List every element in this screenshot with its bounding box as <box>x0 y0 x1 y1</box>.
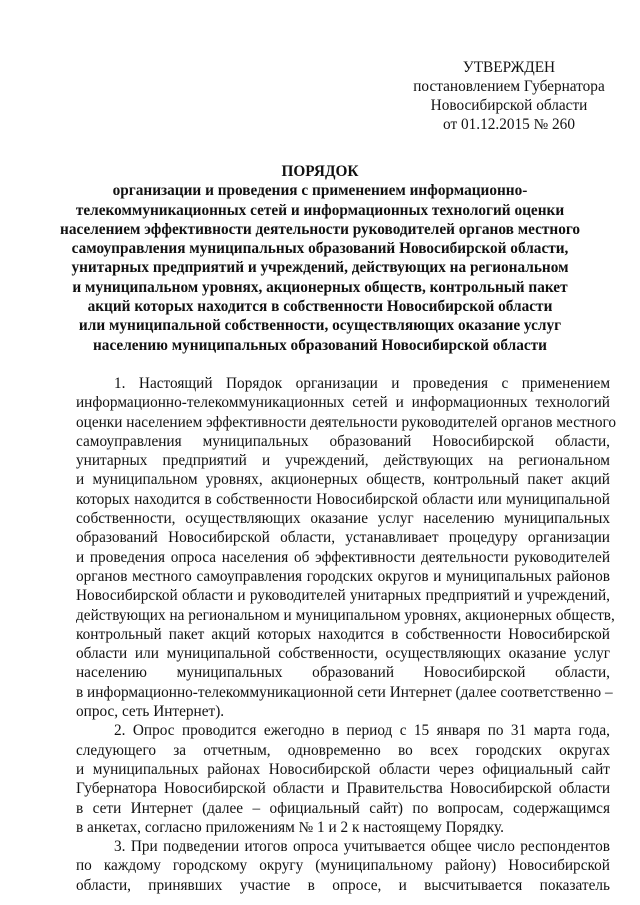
title-heading: ПОРЯДОК <box>281 163 359 180</box>
text-line: контрольный пакет акций которых находится в собственности Новосибирской <box>76 625 610 643</box>
approval-date-number: от 01.12.2015 № 260 <box>443 116 575 133</box>
title-line: телекоммуникационных сетей и информационных технологий оценки <box>75 201 565 219</box>
text-line: следующего за отчетным, одновременно во всех городских округах <box>76 741 610 759</box>
text-line: 2. Опрос проводится ежегодно в период с 15 января по 31 марта года, <box>114 722 610 740</box>
text-line: действующих на региональном и муниципальном уровнях, акционерных обществ, <box>76 606 615 624</box>
text-line: в информационно-телекоммуникационной сети Интернет (далее соответственно – <box>76 683 613 701</box>
approval-heading: УТВЕРЖДЕН <box>462 59 556 76</box>
title-line: организации и проведения с применением информационно- <box>112 182 528 200</box>
text-line: унитарных предприятий и учреждений, действующих на региональном <box>76 452 610 470</box>
paragraph-2 <box>76 721 610 837</box>
text-line: Губернатора Новосибирской области и Правительства Новосибирской области <box>76 780 610 798</box>
text-line: и муниципальном уровнях, акционерных обществ, контрольный пакет акций <box>76 471 610 489</box>
text-line: самоуправления муниципальных образований Новосибирской области, <box>76 432 610 450</box>
approval-line: постановлением Губернатора <box>413 78 605 95</box>
text-line: органов местного самоуправления городских округов и муниципальных районов <box>76 567 610 585</box>
text-line: информационно-телекоммуникационных сетей и информационных технологий <box>76 394 610 412</box>
text-line: образований Новосибирской области, устанавливает процедуру организации <box>76 529 610 547</box>
title-line: унитарных предприятий и учреждений, действующих на региональном <box>71 259 569 277</box>
text-line: 1. Настоящий Порядок организации и проведения с применением <box>114 375 610 392</box>
text-line: которых находится в собственности Новосибирской области или муниципальной <box>76 490 610 508</box>
text-line: оценки населением эффективности деятельности руководителей органов местного <box>76 413 617 431</box>
text-line: в анкетах, согласно приложениям № 1 и 2 к настоящему Порядку. <box>76 818 504 836</box>
text-line: собственности, осуществляющих оказание услуг населению муниципальных <box>76 510 610 528</box>
approval-line: Новосибирской области <box>430 97 588 114</box>
title-line: населению муниципальных образований Новосибирской области <box>92 336 547 354</box>
title-line: самоуправления муниципальных образований Новосибирской области, <box>71 240 569 258</box>
paragraph-1 <box>76 374 617 721</box>
document-body <box>76 374 617 895</box>
title-line: и муниципальном уровнях, акционерных обществ, контрольный пакет <box>72 278 568 296</box>
text-line: в сети Интернет (далее – официальный сайт) по вопросам, содержащимся <box>76 799 610 817</box>
text-line: области, принявших участие в опросе, и высчитывается показатель <box>76 876 610 894</box>
text-line: и муниципальных районах Новосибирской области через официальный сайт <box>76 760 610 778</box>
text-line: по каждому городскому округу (муниципальному району) Новосибирской <box>76 857 610 875</box>
text-line: и проведения опроса населения об эффективности деятельности руководителей <box>76 548 610 566</box>
approval-stamp <box>395 58 623 134</box>
text-line: 3. При подведении итогов опроса учитывается общее число респондентов <box>114 838 610 856</box>
paragraph-3 <box>76 837 610 895</box>
text-line: опрос, сеть Интернет). <box>76 703 225 721</box>
title-line: или муниципальной собственности, осуществляющих оказание услуг <box>78 317 562 335</box>
title-line: населением эффективности деятельности руководителей органов местного <box>60 220 581 238</box>
title-line: акций которых находится в собственности Новосибирской области <box>87 298 553 316</box>
document-title <box>60 162 580 355</box>
text-line: Новосибирской области и руководителей унитарных предприятий и учреждений, <box>76 587 610 605</box>
text-line: области или муниципальной собственности, осуществляющих оказание услуг <box>76 645 610 663</box>
text-line: населению муниципальных образований Новосибирской области, <box>76 664 610 682</box>
